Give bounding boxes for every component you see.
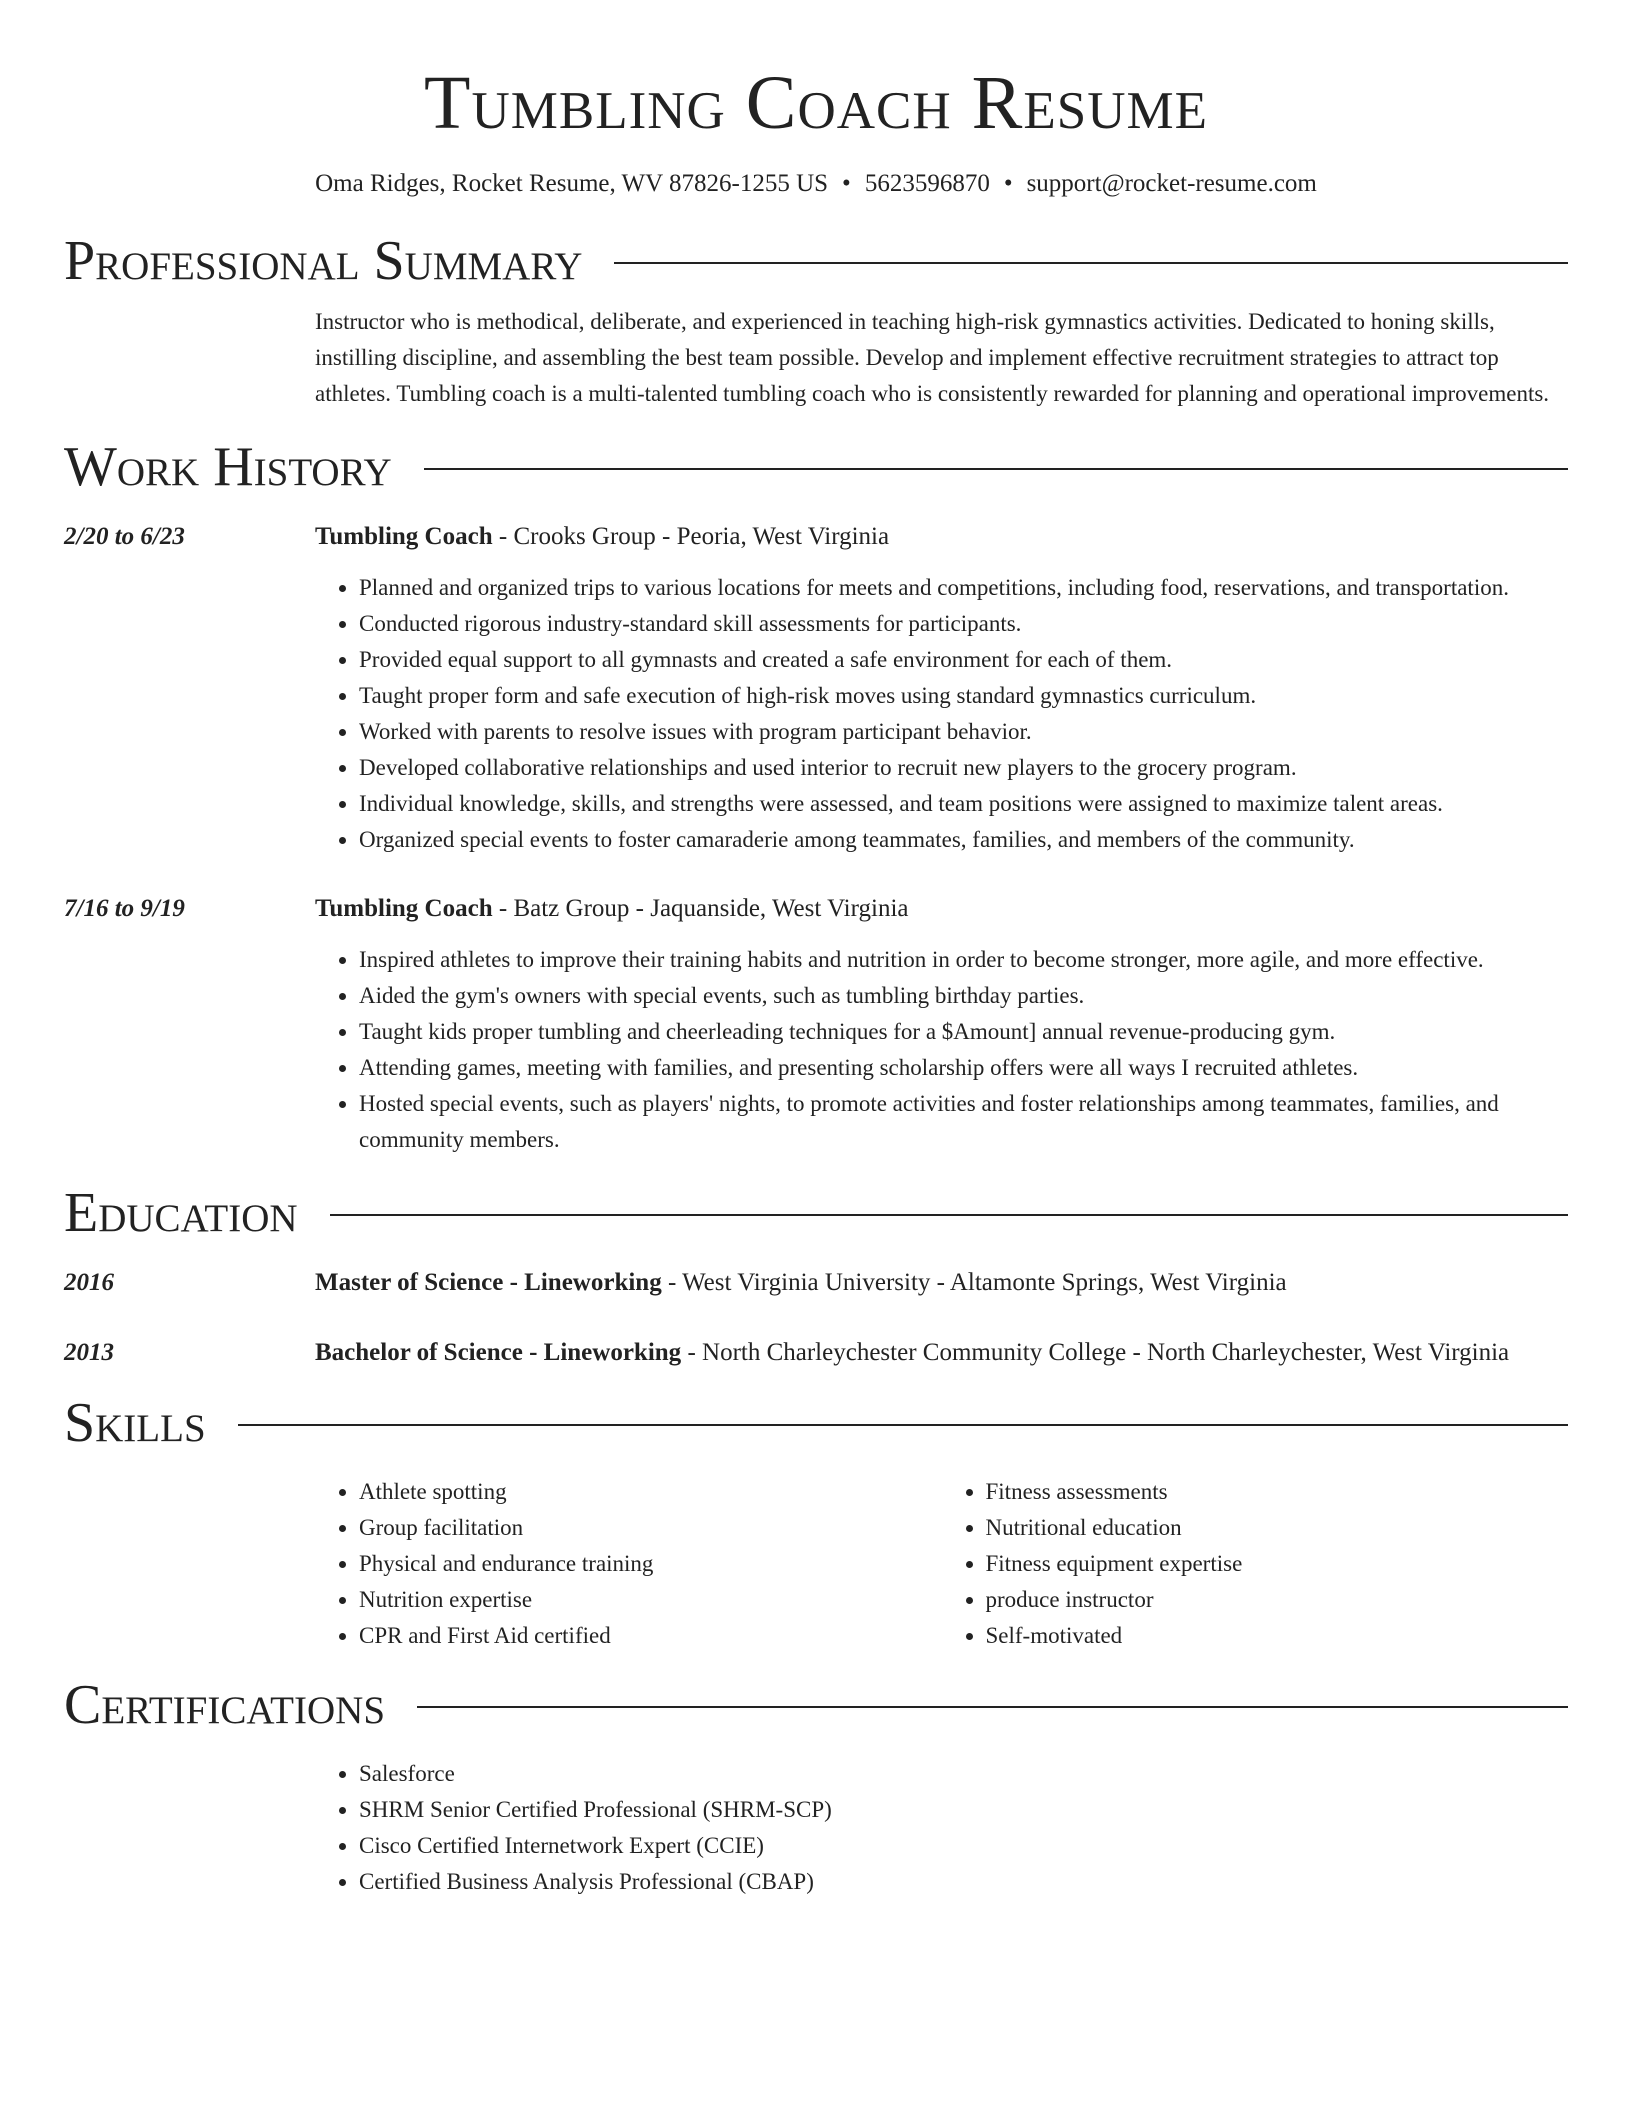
job-entry <box>64 890 1568 1158</box>
summary-body <box>315 304 1568 412</box>
education-entry <box>64 1264 1568 1302</box>
resume-title: Tumbling Coach Resume <box>424 61 1208 145</box>
education-line <box>315 1264 1568 1302</box>
skill-item: • CPR and First Aid certified <box>359 1618 942 1654</box>
education-year: 2013 <box>64 1339 114 1366</box>
certification-item: • Cisco Certified Internetwork Expert (CCIE) <box>359 1828 1568 1864</box>
list-item: • Inspired athletes to improve their training habits and nutrition in order to become stronger, more agile, and more effective. <box>359 942 1568 978</box>
skills-section-header <box>64 1392 1568 1454</box>
education-degree: Bachelor of Science - Lineworking <box>315 1339 682 1366</box>
list-item: • Attending games, meeting with families, and presenting scholarship offers were all ways I recruited athletes. <box>359 1050 1568 1086</box>
job-main <box>315 890 1568 1158</box>
education-year: 2016 <box>64 1269 114 1296</box>
list-item: • Provided equal support to all gymnasts and created a safe environment for each of them. <box>359 642 1568 678</box>
summary-section-header <box>64 230 1568 292</box>
section-divider <box>424 468 1568 470</box>
skill-item: • Physical and endurance training <box>359 1546 942 1582</box>
education-line <box>315 1334 1568 1372</box>
skill-item: • Fitness equipment expertise <box>986 1546 1569 1582</box>
list-item: • Developed collaborative relationships and used interior to recruit new players to the grocery program. <box>359 750 1568 786</box>
skills-grid <box>315 1474 1568 1654</box>
work-section-header <box>64 436 1568 498</box>
certifications-body <box>315 1756 1568 1900</box>
job-title: Tumbling Coach <box>315 523 493 550</box>
skills-list-right <box>942 1474 1569 1654</box>
summary-text: Instructor who is methodical, deliberate, and experienced in teaching high-risk gymnastics activities. Dedicated to honing skills, instilling discipline, and assembling the best team possible. Develop and implement effective recruitment strategies to attract top athletes. Tumbling coach is a multi-talented tumbling coach who is consistently rewarded for planning and operational improvements. <box>315 309 1550 406</box>
skill-item: • Self-motivated <box>986 1618 1569 1654</box>
education-heading: Education <box>64 1182 298 1244</box>
certifications-section-header <box>64 1674 1568 1736</box>
list-item: • Conducted rigorous industry-standard skill assessments for participants. <box>359 606 1568 642</box>
job-heading-line <box>315 518 1568 556</box>
job-entry <box>64 518 1568 858</box>
certifications-list <box>315 1756 1568 1900</box>
skill-item: • Nutritional education <box>986 1510 1569 1546</box>
skill-item: • Athlete spotting <box>359 1474 942 1510</box>
skills-list-left <box>315 1474 942 1654</box>
skill-item: • Group facilitation <box>359 1510 942 1546</box>
education-entry <box>64 1334 1568 1372</box>
contact-phone[interactable]: 5623596870 <box>864 170 990 197</box>
job-heading-line <box>315 890 1568 928</box>
job-main <box>315 518 1568 858</box>
list-item: • Aided the gym's owners with special events, such as tumbling birthday parties. <box>359 978 1568 1014</box>
list-item: • Individual knowledge, skills, and strengths were assessed, and team positions were assigned to maximize talent areas. <box>359 786 1568 822</box>
contact-address: Oma Ridges, Rocket Resume, WV 87826-1255 US <box>315 170 829 197</box>
skill-item: • Fitness assessments <box>986 1474 1569 1510</box>
section-divider <box>614 262 1568 264</box>
skills-heading: Skills <box>64 1392 206 1454</box>
list-item: • Organized special events to foster camaraderie among teammates, families, and members of the community. <box>359 822 1568 858</box>
list-item: • Planned and organized trips to various locations for meets and competitions, including food, reservations, and transportation. <box>359 570 1568 606</box>
list-item: • Taught proper form and safe execution of high-risk moves using standard gymnastics curriculum. <box>359 678 1568 714</box>
certification-item: • Salesforce <box>359 1756 1568 1792</box>
education-section-header <box>64 1182 1568 1244</box>
education-details: - West Virginia University - Altamonte Springs, West Virginia <box>661 1269 1287 1296</box>
section-divider <box>417 1706 1568 1708</box>
job-title: Tumbling Coach <box>315 895 493 922</box>
certification-item: • Certified Business Analysis Professional (CBAP) <box>359 1864 1568 1900</box>
education-details: - North Charleychester Community College - North Charleychester, West Virginia <box>681 1339 1510 1366</box>
work-heading: Work History <box>64 436 392 498</box>
skill-item: • produce instructor <box>986 1582 1569 1618</box>
skill-item: • Nutrition expertise <box>359 1582 942 1618</box>
contact-line <box>64 168 1568 200</box>
job-dates: 2/20 to 6/23 <box>64 523 185 550</box>
list-item: • Hosted special events, such as players' nights, to promote activities and foster relationships among teammates, families, and community members. <box>359 1086 1568 1158</box>
job-details: - Crooks Group - Peoria, West Virginia <box>492 523 890 550</box>
contact-separator: • <box>842 170 851 197</box>
list-item: • Worked with parents to resolve issues with program participant behavior. <box>359 714 1568 750</box>
education-degree: Master of Science - Lineworking <box>315 1269 662 1296</box>
job-details: - Batz Group - Jaquanside, West Virginia <box>492 895 909 922</box>
job-dates: 7/16 to 9/19 <box>64 895 185 922</box>
certifications-heading: Certifications <box>64 1674 386 1736</box>
summary-heading: Professional Summary <box>64 230 583 292</box>
contact-separator: • <box>1003 170 1013 197</box>
section-divider <box>330 1214 1568 1216</box>
certification-item: • SHRM Senior Certified Professional (SHRM-SCP) <box>359 1792 1568 1828</box>
section-divider <box>238 1424 1568 1426</box>
list-item: • Taught kids proper tumbling and cheerleading techniques for a $Amount] annual revenue-producing gym. <box>359 1014 1568 1050</box>
job-bullets <box>315 942 1568 1158</box>
job-bullets <box>315 570 1568 858</box>
contact-email[interactable]: support@rocket-resume.com <box>1026 170 1317 197</box>
